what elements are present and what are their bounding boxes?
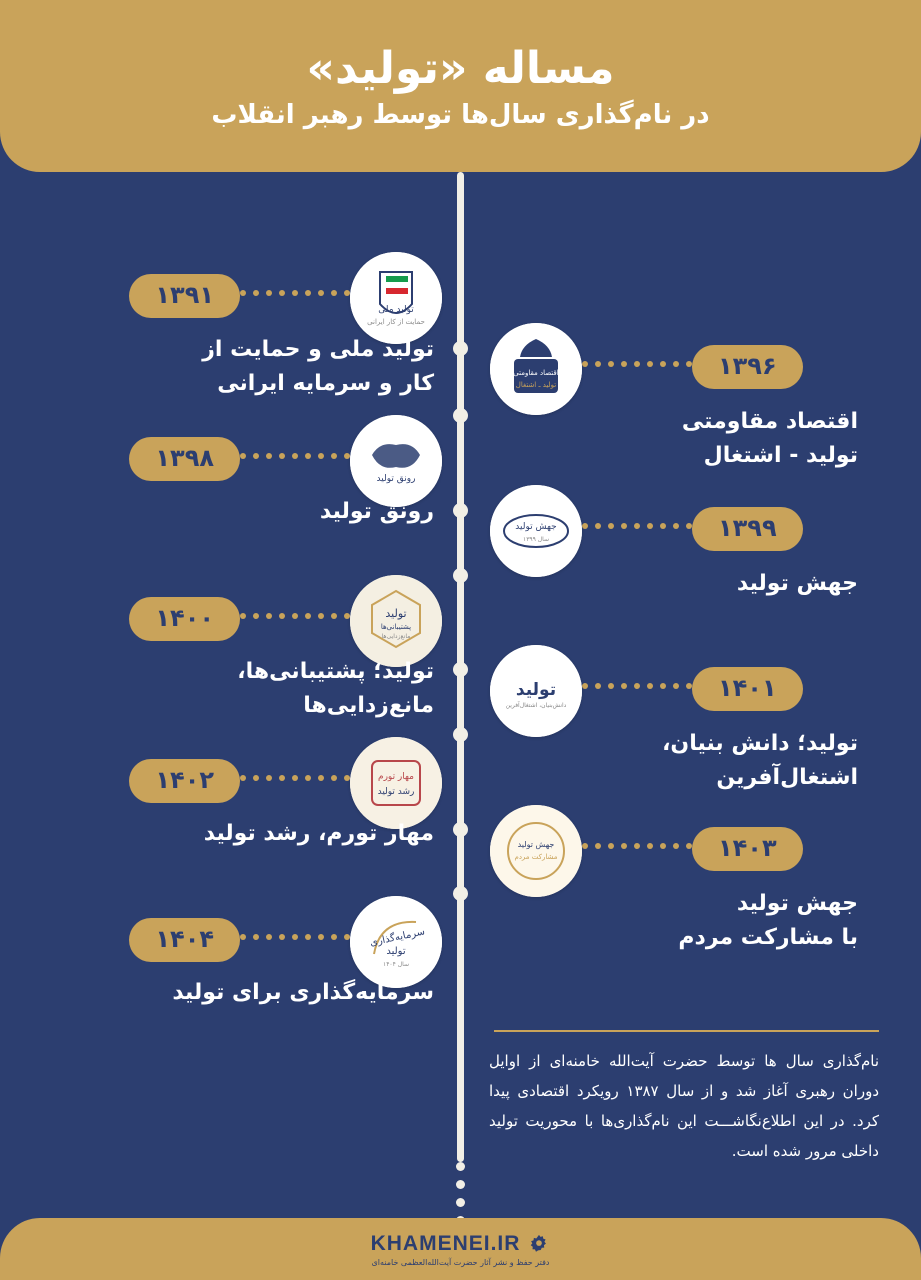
svg-text:مشارکت مردم: مشارکت مردم [514, 853, 558, 861]
page-title: مساله «تولید» [306, 42, 615, 94]
footnote-block [489, 1030, 879, 1166]
timeline-spine-dots [455, 1162, 466, 1225]
site-logo[interactable] [371, 1232, 551, 1256]
svg-text:حمایت از کار ایرانی: حمایت از کار ایرانی [367, 318, 425, 326]
gear-icon [528, 1233, 550, 1255]
svg-text:سرمایه‌گذاری: سرمایه‌گذاری [369, 926, 426, 949]
timeline-label-1402: مهار تورم، رشد تولید [203, 821, 434, 846]
slogan-logo-1401-icon [490, 645, 582, 737]
svg-text:اقتصاد مقاومتی: اقتصاد مقاومتی [513, 369, 559, 377]
connector-dots [582, 361, 692, 367]
timeline-node [453, 822, 468, 837]
connector-dots [582, 843, 692, 849]
page-subtitle: در نام‌گذاری سال‌ها توسط رهبر انقلاب [211, 99, 710, 130]
footnote-text: نام‌گذاری سال ها توسط حضرت آیت‌الله خامنه‌ای از اوایل دوران رهبری آغاز شد و از سال ۱۳۸۷ رویکرد اقتصادی پیدا کرد. در این اطلاع‌نگاشـــت این نام‌گذاری‌ها با محوریت تولید داخلی مرور شده است. [489, 1052, 880, 1160]
slogan-logo-1400-icon [350, 575, 442, 667]
connector-dots [240, 290, 350, 296]
timeline-item-1404[interactable] [72, 896, 442, 1036]
year-badge-1391[interactable]: ۱۳۹۱ [129, 274, 240, 318]
timeline-node [453, 503, 468, 518]
timeline-item-1399[interactable] [490, 485, 858, 625]
svg-text:سال ۱۴۰۴: سال ۱۴۰۴ [382, 961, 410, 968]
svg-text:مانع‌زدایی‌ها: مانع‌زدایی‌ها [381, 633, 411, 640]
year-badge-1399[interactable]: ۱۳۹۹ [692, 507, 803, 551]
svg-text:رشد تولید: رشد تولید [377, 787, 415, 797]
timeline-label-1403: جهش تولید با مشارکت مردم [678, 891, 858, 951]
year-badge-1404[interactable]: ۱۴۰۴ [129, 918, 240, 962]
slogan-logo-1391-icon [350, 252, 442, 344]
slogan-logo-1398-icon [350, 415, 442, 507]
timeline-label-1401: تولید؛ دانش بنیان، اشتغال‌آفرین [662, 731, 858, 791]
year-badge-1396[interactable]: ۱۳۹۶ [692, 345, 803, 389]
timeline-node [453, 341, 468, 356]
timeline-node [453, 568, 468, 583]
slogan-logo-1402-icon [350, 737, 442, 829]
year-badge-1403[interactable]: ۱۴۰۳ [692, 827, 803, 871]
connector-dots [582, 683, 692, 689]
timeline-label-1399: جهش تولید [736, 571, 858, 596]
connector-dots [240, 934, 350, 940]
svg-text:تولید ملی: تولید ملی [378, 305, 414, 315]
svg-text:مهار تورم: مهار تورم [378, 772, 414, 782]
timeline-node [453, 727, 468, 742]
svg-text:تولید: تولید [385, 607, 407, 620]
timeline-node [453, 662, 468, 677]
svg-text:تولید ـ اشتغال: تولید ـ اشتغال [515, 381, 557, 389]
year-badge-1398[interactable]: ۱۳۹۸ [129, 437, 240, 481]
divider [494, 1030, 879, 1032]
timeline-label-1398: رونق تولید [319, 499, 434, 524]
slogan-logo-1399-icon [490, 485, 582, 577]
svg-text:دانش‌بنیان، اشتغال‌آفرین: دانش‌بنیان، اشتغال‌آفرین [505, 702, 567, 709]
svg-text:پشتیبانی‌ها: پشتیبانی‌ها [380, 623, 412, 631]
timeline-item-1398[interactable] [72, 415, 442, 555]
svg-text:جهش تولید: جهش تولید [515, 522, 557, 532]
connector-dots [240, 453, 350, 459]
site-logo-text: KHAMENEI.IR [370, 1231, 521, 1255]
timeline-item-1402[interactable] [72, 737, 442, 877]
timeline-node [453, 408, 468, 423]
footer-banner [0, 1218, 921, 1280]
svg-text:سال ۱۳۹۹: سال ۱۳۹۹ [522, 536, 550, 543]
slogan-logo-1404-icon [350, 896, 442, 988]
connector-dots [240, 613, 350, 619]
timeline-label-1400: تولید؛ پشتیبانی‌ها، مانع‌زدایی‌ها [237, 659, 434, 719]
footer-subtext: دفتر حفظ و نشر آثار حضرت آیت‌الله‌العظمی خامنه‌ای [371, 1257, 550, 1267]
svg-text:تولید: تولید [386, 946, 406, 957]
timeline-label-1396: اقتصاد مقاومتی تولید - اشتغال [681, 409, 858, 469]
svg-text:تولید: تولید [515, 680, 557, 700]
year-badge-1400[interactable]: ۱۴۰۰ [129, 597, 240, 641]
svg-text:رونق تولید: رونق تولید [376, 474, 416, 484]
slogan-logo-1396-icon [490, 323, 582, 415]
svg-text:جهش تولید: جهش تولید [517, 840, 555, 849]
timeline-node [453, 886, 468, 901]
connector-dots [582, 523, 692, 529]
timeline-label-1404: سرمایه‌گذاری برای تولید [172, 980, 434, 1005]
timeline-label-1391: تولید ملی و حمایت از کار و سرمایه ایرانی [202, 337, 434, 397]
year-badge-1401[interactable]: ۱۴۰۱ [692, 667, 803, 711]
header-banner [0, 0, 921, 172]
connector-dots [240, 775, 350, 781]
slogan-logo-1403-icon [490, 805, 582, 897]
year-badge-1402[interactable]: ۱۴۰۲ [129, 759, 240, 803]
